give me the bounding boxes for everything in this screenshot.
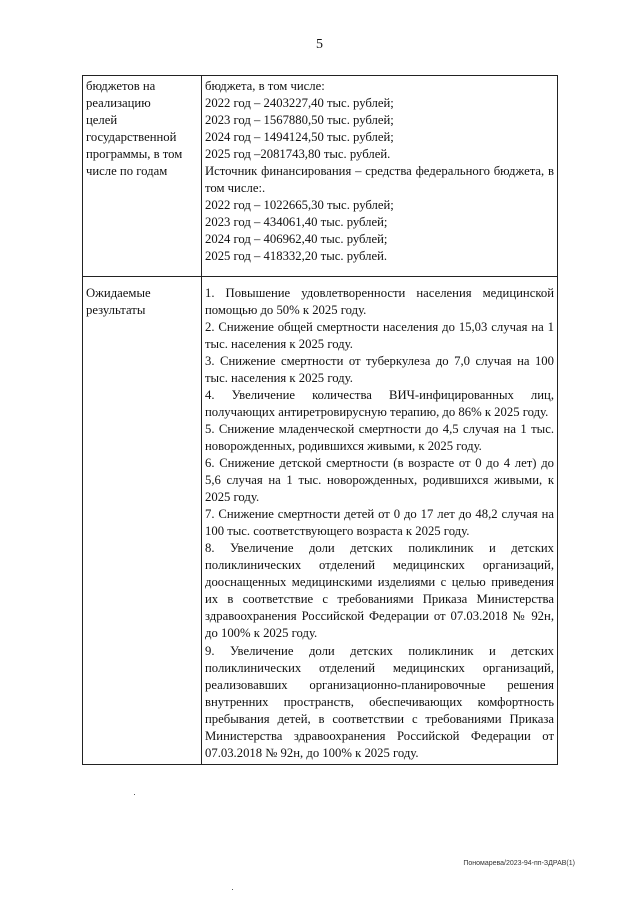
result-item: 4. Увеличение количества ВИЧ-инфицированных лиц, получающих антиретровирусную терапию, до 86% к 2025 году.: [205, 387, 554, 419]
label-line: государственной: [86, 130, 177, 145]
label-line: реализацию: [86, 96, 151, 111]
row-label-funding: [83, 76, 202, 277]
content-line: 2024 год – 1494124,50 тыс. рублей;: [205, 130, 394, 145]
result-item: 8. Увеличение доли детских поликлиник и детских поликлинических отделений медицинских организаций, дооснащенных медицинскими изделиями с целью приведения их в соответствие с требованиями Приказа Министерства здравоохранения Российской Федерации от 07.03.2018 № 92н, до 100% к 2025 году.: [205, 541, 554, 641]
content-line: Источник финансирования – средства федерального бюджета, в том числе:.: [205, 164, 554, 196]
content-line: 2022 год – 2403227,40 тыс. рублей;: [205, 96, 394, 111]
label-line: целей: [86, 113, 118, 128]
label-line: числе по годам: [86, 164, 168, 179]
content-line: бюджета, в том числе:: [205, 79, 325, 93]
result-item: 2. Снижение общей смертности населения до 15,03 случая на 1 тыс. населения к 2025 году.: [205, 319, 554, 351]
content-line: 2025 год – 418332,20 тыс. рублей.: [205, 249, 388, 264]
content-line: 2024 год – 406962,40 тыс. рублей;: [205, 232, 388, 247]
content-line: 2025 год –2081743,80 тыс. рублей.: [205, 147, 391, 162]
row-content-results: [202, 276, 558, 764]
scan-speck: [134, 794, 135, 795]
footer-document-code: Пономарева/2023-94-пп-ЗДРАВ(1): [463, 860, 575, 867]
label-line: бюджетов на: [86, 79, 156, 93]
row-label-results: [83, 276, 202, 764]
content-line: 2023 год – 434061,40 тыс. рублей;: [205, 215, 388, 230]
result-item: 7. Снижение смертности детей от 0 до 17 лет до 48,2 случая на 100 тыс. соответствующего возраста к 2025 году.: [205, 507, 554, 539]
table-row-results: [83, 276, 558, 764]
content-line: 2022 год – 1022665,30 тыс. рублей;: [205, 198, 394, 213]
page-number: 5: [316, 37, 323, 52]
result-item: 3. Снижение смертности от туберкулеза до 7,0 случая на 100 тыс. населения к 2025 году.: [205, 353, 554, 385]
content-line: 2023 год – 1567880,50 тыс. рублей;: [205, 113, 394, 128]
result-item: 6. Снижение детской смертности (в возрасте от 0 до 4 лет) до 5,6 случая на 1 тыс. новорожденных, родившихся живыми, к 2025 году.: [205, 455, 554, 505]
row-spacer: [205, 266, 554, 274]
label-line: Ожидаемые: [86, 285, 151, 300]
result-item: 5. Снижение младенческой смертности до 4,5 случая на 1 тыс. новорожденных, родившихся живыми, к 2025 году.: [205, 421, 554, 453]
program-passport-table: [82, 75, 558, 765]
row-content-funding: [202, 76, 558, 277]
table-row-funding: [83, 76, 558, 277]
label-line: результаты: [86, 302, 146, 317]
result-item: 1. Повышение удовлетворенности населения медицинской помощью до 50% к 2025 году.: [205, 285, 554, 317]
label-line: программы, в том: [86, 147, 183, 162]
scan-speck: [232, 889, 233, 890]
result-item: 9. Увеличение доли детских поликлиник и детских поликлинических отделений медицинских организаций, реализовавших организационно-планировочные решения внутренних пространств, обеспечивающих комфортность пребывания детей, в соответствии с требованиями Приказа Министерства здравоохранения Российской Федерации от 07.03.2018 № 92н, до 100% к 2025 году.: [205, 643, 554, 760]
